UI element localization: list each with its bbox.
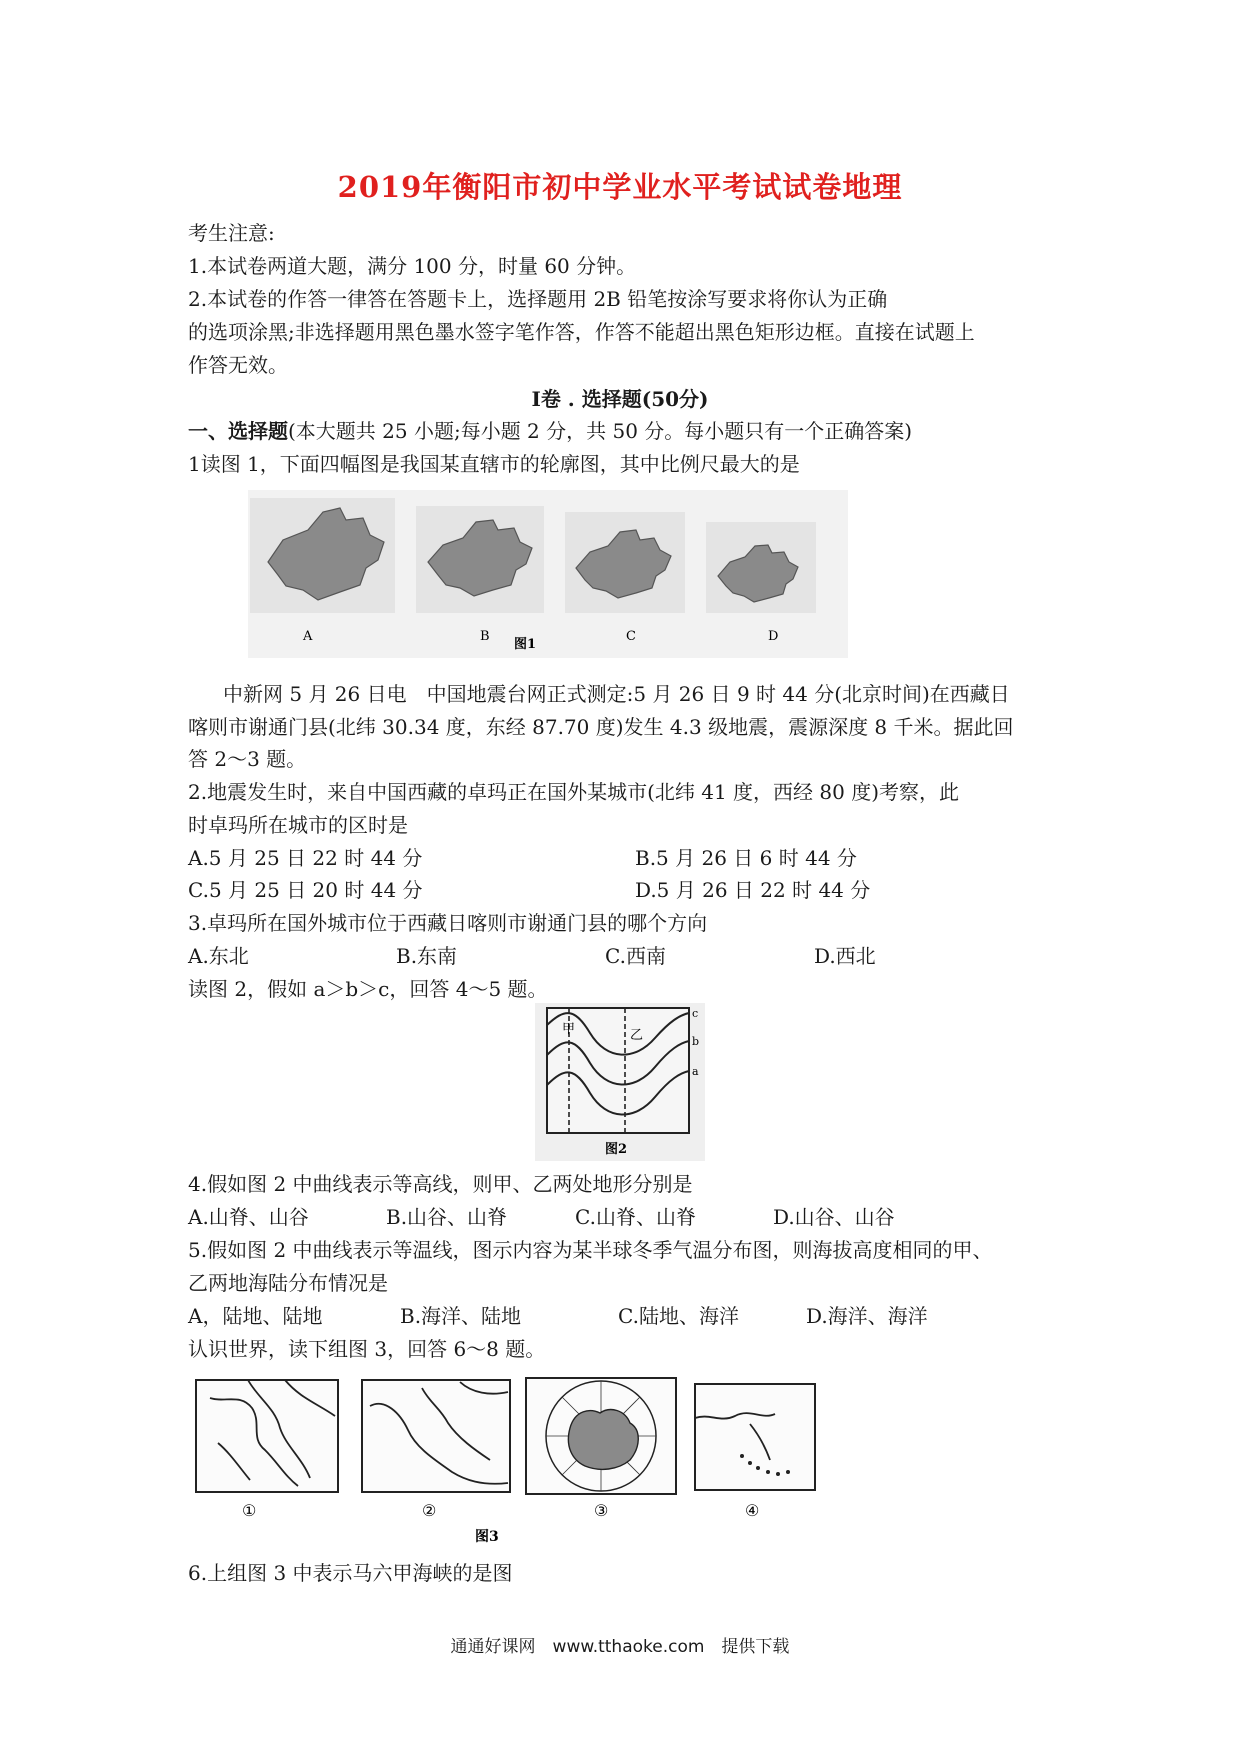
q3-option-d: D.西北: [814, 944, 876, 968]
fig2-label-b: b: [692, 1035, 700, 1048]
fig2-label-a: a: [692, 1065, 699, 1078]
notice-item-1: 1.本试卷两道大题，满分 100 分，时量 60 分钟。: [188, 254, 637, 278]
section-title: I卷 . 选择题(50分): [531, 387, 709, 411]
q4-option-a: A.山脊、山谷: [188, 1205, 309, 1229]
figure-2: [535, 1003, 705, 1161]
fig3-label-4: ④: [745, 1501, 760, 1520]
passage-line-2: 喀则市谢通门县(北纬 30.34 度，东经 87.70 度)发生 4.3 级地震，震源深度 8 千米。据此回: [188, 715, 1014, 739]
q5-option-d: D.海洋、海洋: [806, 1304, 928, 1328]
fig2-label-c: c: [692, 1007, 699, 1020]
part-heading: [188, 418, 912, 444]
passage-line-3: 答 2～3 题。: [188, 747, 307, 771]
q4-option-d: D.山谷、山谷: [773, 1205, 895, 1229]
q3-option-a: A.东北: [188, 944, 249, 968]
fig1-label-b: B: [480, 629, 490, 644]
fig3-label-1: ①: [242, 1501, 257, 1520]
part-description: (本大题共 25 小题;每小题 2 分，共 50 分。每小题只有一个正确答案): [288, 419, 913, 443]
fig1-label-c: C: [626, 629, 636, 644]
q2-option-b: B.5 月 26 日 6 时 44 分: [635, 846, 857, 870]
fig3-map-2-frame: [362, 1380, 510, 1492]
q3-text: 3.卓玛所在国外城市位于西藏日喀则市谢通门县的哪个方向: [188, 911, 708, 935]
q5-line-1: 5.假如图 2 中曲线表示等温线，图示内容为某半球冬季气温分布图，则海拔高度相同的甲、: [188, 1238, 993, 1262]
q3-option-c: C.西南: [605, 944, 666, 968]
fig1-label-d: D: [768, 629, 779, 644]
q4-text: 4.假如图 2 中曲线表示等高线，则甲、乙两处地形分别是: [188, 1172, 693, 1196]
q2-option-c: C.5 月 25 日 20 时 44 分: [188, 878, 423, 902]
fig2-label-jia: 甲: [562, 1022, 576, 1037]
fig2-caption: 图2: [605, 1142, 628, 1157]
q5-option-a: A，陆地、陆地: [188, 1304, 323, 1328]
q2-line-1: 2.地震发生时，来自中国西藏的卓玛正在国外某城市(北纬 41 度，西经 80 度)考察，此: [188, 780, 960, 804]
fig3-map-3-continent: [568, 1410, 638, 1470]
q6-text: 6.上组图 3 中表示马六甲海峡的是图: [188, 1561, 513, 1585]
q4-option-b: B.山谷、山脊: [386, 1205, 508, 1229]
part-label: 一、选择题: [188, 419, 288, 443]
q5-option-b: B.海洋、陆地: [400, 1304, 522, 1328]
notice-item-2b: 的选项涂黑;非选择题用黑色墨水签字笔作答，作答不能超出黑色矩形边框。直接在试题上: [188, 320, 975, 344]
fig3-label-2: ②: [422, 1501, 437, 1520]
figure-1: [248, 490, 848, 658]
fig3-map-1-frame: [196, 1380, 338, 1492]
notice-heading: 考生注意:: [188, 221, 275, 245]
q2-option-a: A.5 月 25 日 22 时 44 分: [188, 846, 423, 870]
notice-item-2c: 作答无效。: [188, 353, 288, 377]
fig3-caption: 图3: [475, 1529, 499, 1545]
q1-text: 1读图 1，下面四幅图是我国某直辖市的轮廓图，其中比例尺最大的是: [188, 452, 800, 476]
notice-item-2a: 2.本试卷的作答一律答在答题卡上，选择题用 2B 铅笔按涂写要求将你认为正确: [188, 287, 888, 311]
fig3-label-3: ③: [594, 1501, 609, 1520]
footer-source: 通通好课网 www.tthaoke.com 提供下载: [450, 1637, 790, 1657]
q2-line-2: 时卓玛所在城市的区时是: [188, 813, 408, 837]
q4-option-c: C.山脊、山脊: [575, 1205, 696, 1229]
fig3-map-4-frame: [695, 1384, 815, 1490]
passage-line-1: 中新网 5 月 26 日电 中国地震台网正式测定:5 月 26 日 9 时 44 分(北京时间)在西藏日: [223, 682, 1010, 706]
figure-3: [190, 1368, 820, 1548]
q2-option-d: D.5 月 26 日 22 时 44 分: [635, 878, 871, 902]
fig1-caption: 图1: [514, 637, 537, 652]
fig1-label-a: A: [303, 629, 313, 644]
intro-q6-8: 认识世界，读下组图 3，回答 6～8 题。: [188, 1337, 546, 1361]
exam-title: 2019年衡阳市初中学业水平考试试卷地理: [337, 170, 903, 204]
q3-option-b: B.东南: [396, 944, 458, 968]
intro-q4-5: 读图 2，假如 a＞b＞c，回答 4～5 题。: [188, 977, 548, 1001]
fig2-label-yi: 乙: [630, 1028, 644, 1043]
q5-line-2: 乙两地海陆分布情况是: [188, 1271, 388, 1295]
q5-option-c: C.陆地、海洋: [618, 1304, 739, 1328]
